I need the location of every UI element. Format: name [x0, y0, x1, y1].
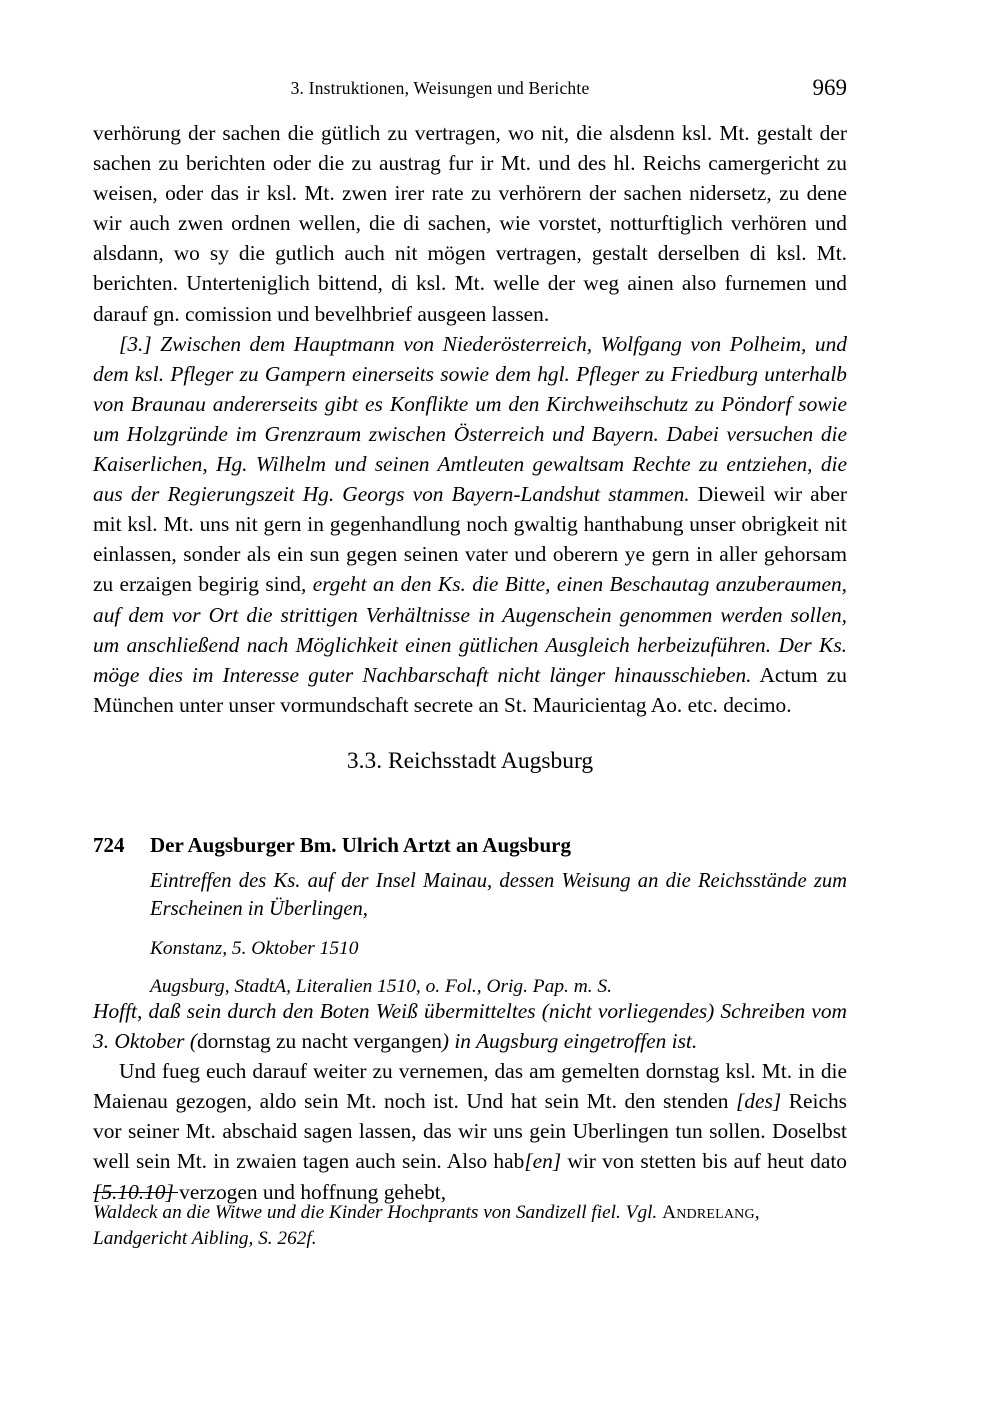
entry-heading: [93, 831, 847, 859]
footnote-text: [93, 1200, 847, 1251]
footnote-author: Andrelang: [662, 1202, 755, 1223]
editorial-insert-date: [5.10.10]: [93, 1179, 174, 1204]
paragraph-2-italic-a: [3.] Zwischen dem Hauptmann von Niederösterreich, Wolfgang von Polheim, und dem ksl. Pfleger zu Gampern einerseits sowie dem hgl. Pfleger zu Friedburg unterhalb von Braunau andererseits gibt es Konflikte um den Kirchweihschutz zu Pöndorf sowie um Holzgründe im Grenzraum zwischen Österreich und Bayern. Dabei versuchen die Kaiserlichen, Hg. Wilhelm und seinen Amtleuten gewaltsam Rechte zu entziehen, die aus der Regierungszeit Hg. Georgs von Bayern-Landshut stammen.: [93, 331, 847, 507]
footnote-text-after: , Landgericht Aibling, S. 262f.: [93, 1202, 760, 1249]
regest-date-line: Konstanz, 5. Oktober 1510: [150, 938, 359, 959]
entry-text-roman-b: Reichs vor seiner Mt. abschaid sagen lassen, das wir uns gein Uberlingen tun sollen. Doselbst well sein Mt. in zwaien tagen auch sein. Also hab: [93, 1089, 847, 1174]
paragraph-regest-mixed: [93, 329, 847, 720]
running-head: [93, 75, 847, 104]
footnote-text-before: Waldeck an die Witwe und die Kinder Hochprants von Sandizell fiel. Vgl.: [93, 1202, 663, 1223]
regest-source-line: Augsburg, StadtA, Literalien 1510, o. Fol., Orig. Pap. m. S.: [150, 976, 612, 997]
entry-body: [93, 996, 847, 1207]
regest-summary: Eintreffen des Ks. auf der Insel Mainau, dessen Weisung an die Reichsstände zum Erscheinen in Überlingen,: [150, 870, 847, 920]
entry-title: Der Augsburger Bm. Ulrich Artzt an Augsburg: [150, 833, 571, 857]
paragraph-continuation: [93, 118, 847, 329]
entry-text-italic-b: ) in Augsburg eingetroffen ist.: [441, 1029, 698, 1054]
footnote-separator-rule: [93, 1192, 178, 1193]
running-head-title: 3. Instruktionen, Weisungen und Berichte: [290, 78, 590, 98]
editorial-insert-des: [des]: [736, 1089, 782, 1114]
paragraph-1-text: verhörung der sachen die gütlich zu vertragen, wo nit, die alsdenn ksl. Mt. gestalt der sachen zu berichten oder die zu austrag fur ir Mt. und des hl. Reichs camergericht zu weisen, oder das ir ksl. Mt. zwen irer rate zu verhörern der sachen nidersetz, zu dene wir auch zwen ordnen wellen, die di sachen, wie vorstet, notturftiglich verhören und alsdann, wo sy die gutlich auch nit mögen vertragen, gestalt derselben di ksl. Mt. berichten. Unterteniglich bittend, di ksl. Mt. welle der weg ainen also furnemen und darauf gn. comission und bevelhbrief ausgeen lassen.: [93, 121, 847, 326]
entry-text-roman-c: wir von stetten bis auf heut dato: [561, 1149, 847, 1174]
section-heading: 3.3. Reichsstadt Augsburg: [346, 748, 594, 774]
entry-text-roman-quote: dornstag zu nacht vergangen: [196, 1029, 442, 1054]
footnote-area: [93, 1192, 847, 1251]
editorial-insert-en: [en]: [524, 1149, 562, 1174]
main-text-block: [93, 118, 847, 720]
entry-text-roman-d: verzogen und hoffnung gehebt,: [173, 1179, 447, 1204]
page-number: 969: [812, 75, 847, 100]
entry-source-paragraph: [93, 1056, 847, 1206]
entry-regest-paragraph: [93, 996, 847, 1056]
entry-text-italic-a: Hofft, daß sein durch den Boten Weiß übermitteltes (nicht vorliegendes) Schreiben vom 3. Oktober (: [93, 999, 847, 1054]
entry-text-roman-a: Und fueg euch darauf weiter zu vernemen, das am gemelten dornstag ksl. Mt. in die Maienau gezogen, aldo sein Mt. noch ist. Und hat sein Mt. den stenden: [93, 1059, 847, 1114]
paragraph-2-roman-a: Dieweil wir aber mit ksl. Mt. uns nit gern in gegenhandlung noch gwaltig hanthabung unser obrigkeit nit einlassen, sonder als ein sun gegen seinen vater und oberern ye gern in aller gehorsam zu erzaigen begirig sind,: [93, 482, 847, 597]
regest-block: [150, 868, 847, 1000]
paragraph-2-italic-b: ergeht an den Ks. die Bitte, einen Beschautag anzuberaumen, auf dem vor Ort die strittigen Verhältnisse in Augenschein genommen werden sollen, um anschließend nach Möglichkeit einen gütlichen Ausgleich herbeizuführen. Der Ks. möge dies im Interesse guter Nachbarschaft nicht länger hinausschieben.: [93, 572, 847, 687]
entry-number: 724: [93, 833, 125, 857]
paragraph-2-roman-b: Actum zu München unter unser vormundschaft secrete an St. Mauricientag Ao. etc. decimo.: [93, 662, 847, 717]
